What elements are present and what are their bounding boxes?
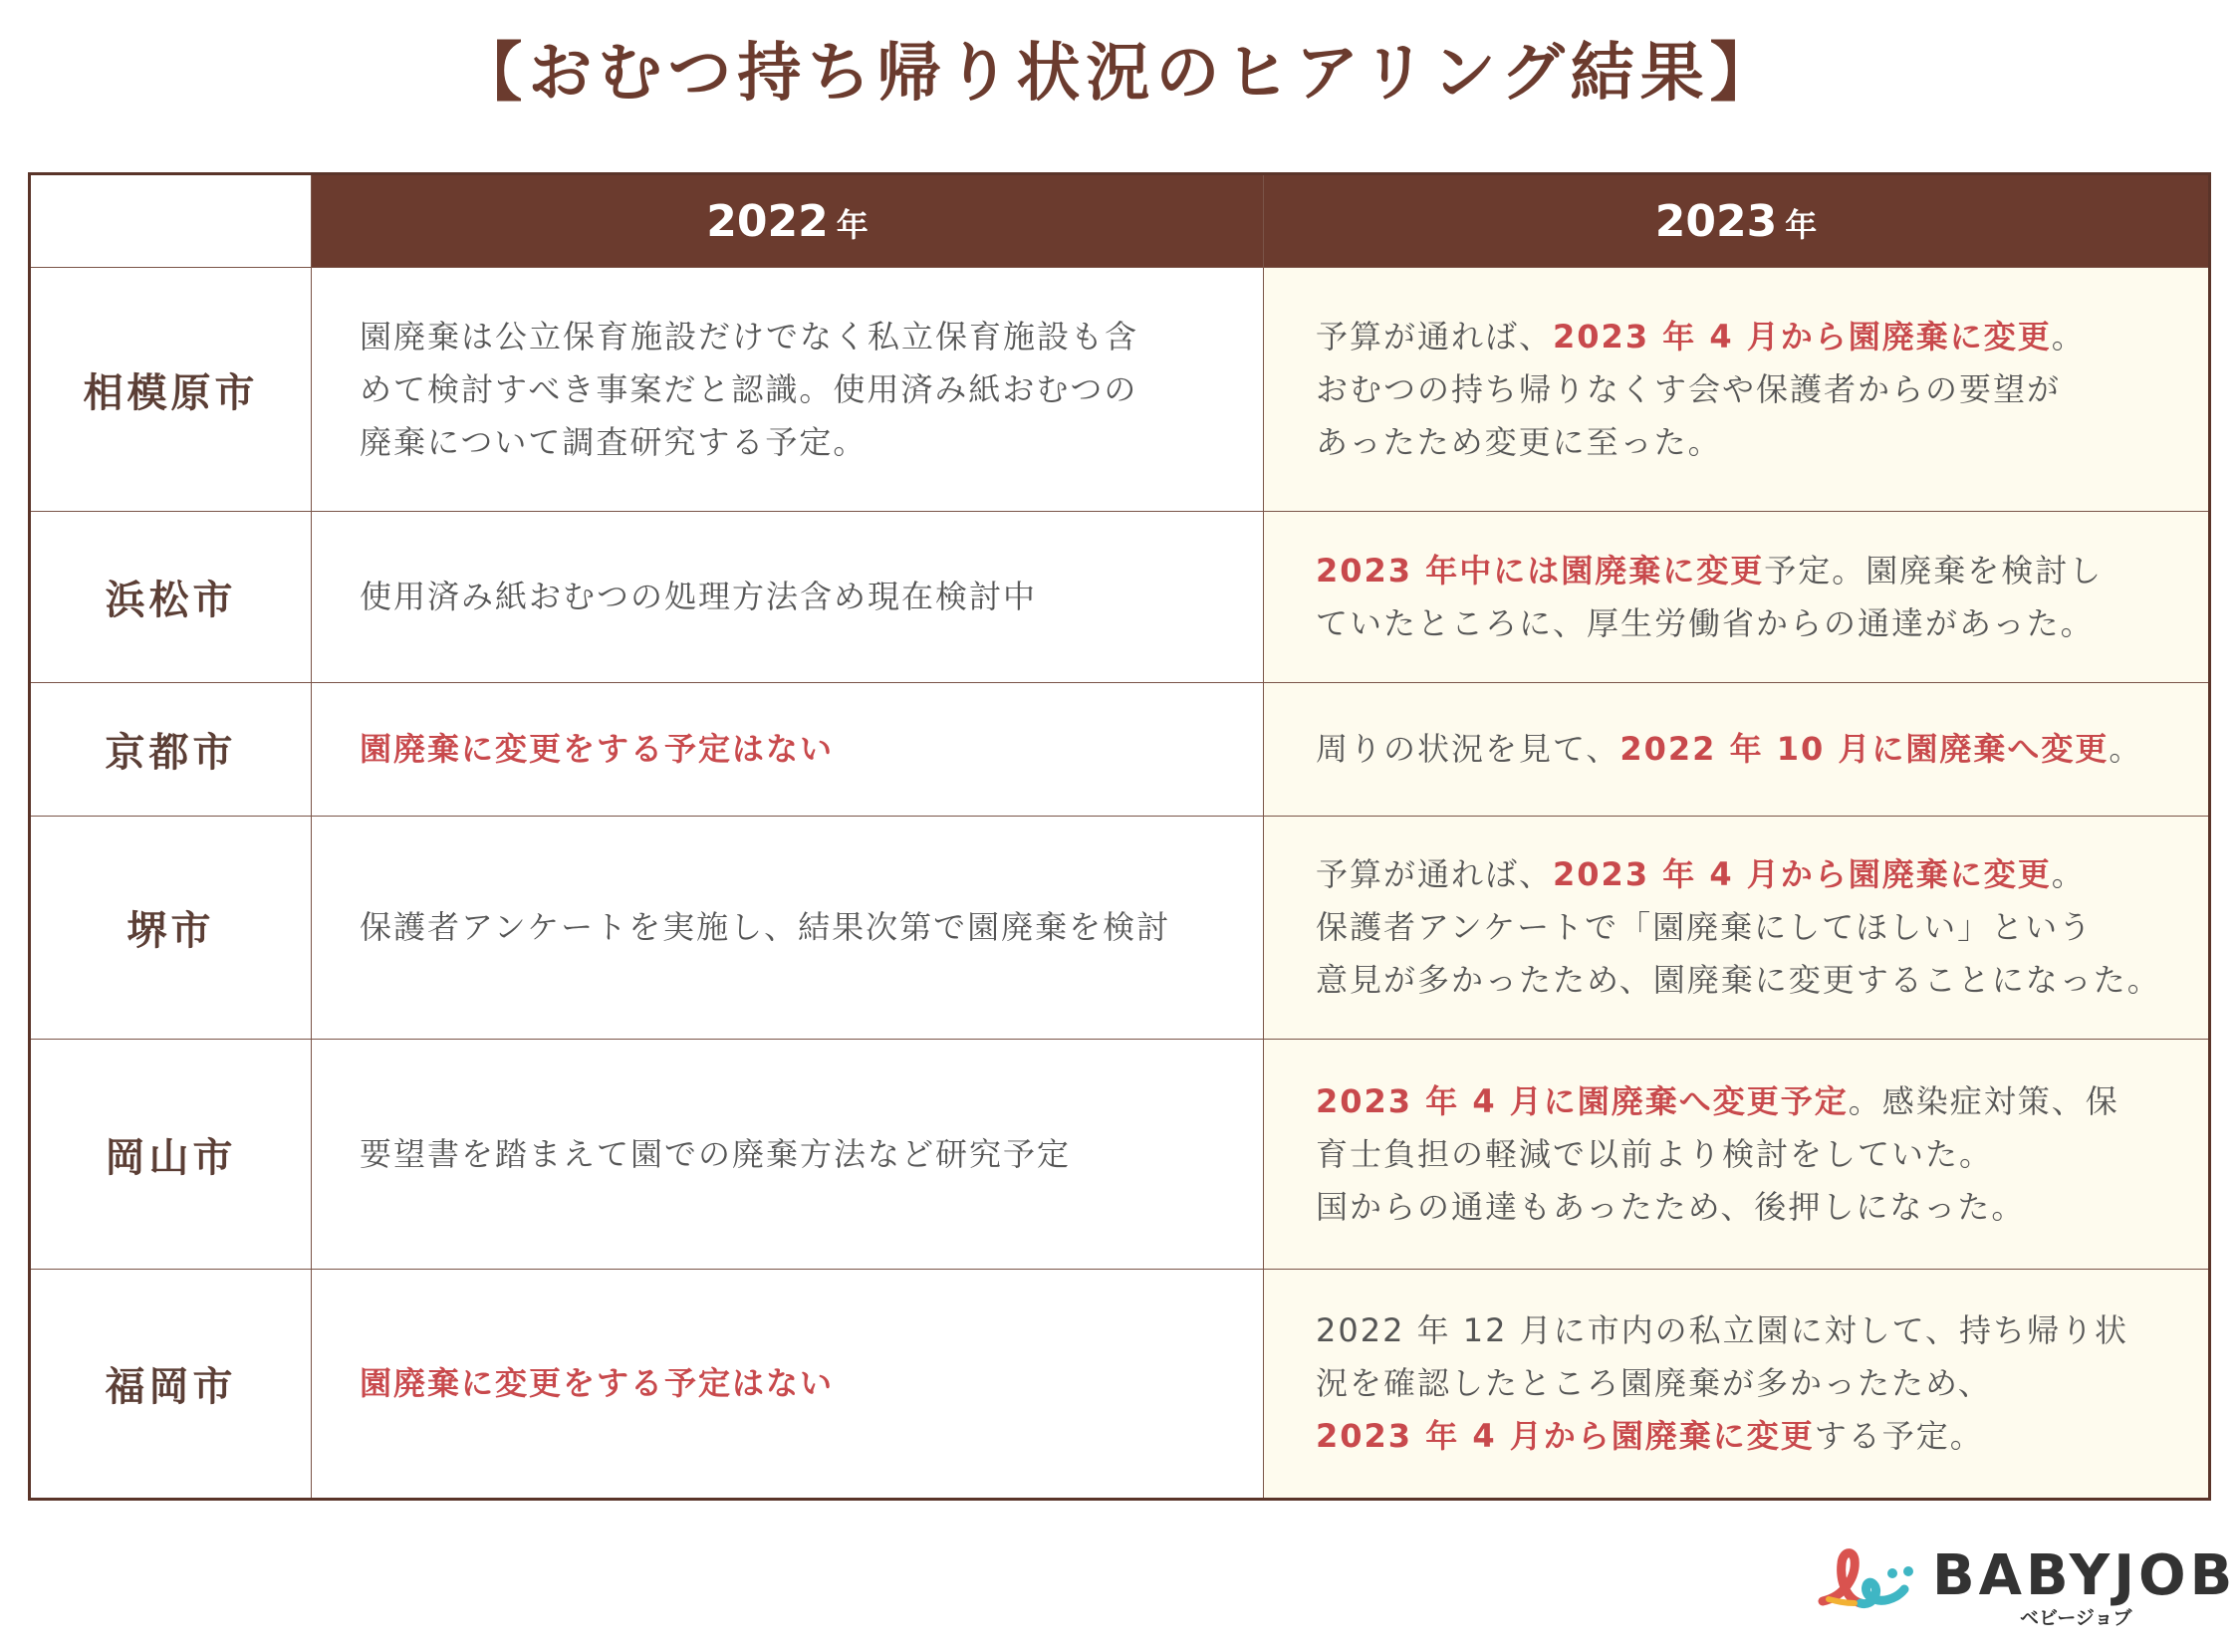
cell-line <box>1316 1075 2188 1128</box>
table-row <box>30 683 2210 817</box>
header-2022 <box>312 174 1264 268</box>
table-row <box>30 268 2210 512</box>
cell-line <box>1316 416 2188 469</box>
cell-line <box>1316 1128 2188 1181</box>
highlight-text: 2023 年 4 月から園廃棄に変更 <box>1553 855 2052 893</box>
header-2022-year: 2022 <box>706 195 829 247</box>
cell-line <box>1316 311 2188 363</box>
highlight-text: 園廃棄に変更をする予定はない <box>360 730 835 768</box>
cell-text: めて検討すべき事案だと認識。使用済み紙おむつの <box>360 369 1138 408</box>
cell-text: 予定。園廃棄を検討し <box>1764 551 2104 590</box>
babyjob-logo <box>1815 1541 2237 1631</box>
header-2023-suffix: 年 <box>1785 205 1818 244</box>
cell-line <box>1316 723 2188 776</box>
cell-text: 保護者アンケートで「園廃棄にしてほしい」という <box>1316 908 2094 946</box>
cell-text: 。 <box>2051 317 2086 355</box>
table-row <box>30 817 2210 1040</box>
cell-2023 <box>1264 683 2210 817</box>
cell-2023 <box>1264 817 2210 1040</box>
cell-text: 要望書を踏まえて園での廃棄方法など研究予定 <box>360 1134 1072 1173</box>
highlight-text: 2023 年 4 月から園廃棄に変更 <box>1553 317 2052 355</box>
cell-line <box>1316 1181 2188 1234</box>
header-2023 <box>1264 174 2210 268</box>
table-row <box>30 512 2210 683</box>
header-2022-suffix: 年 <box>836 205 869 244</box>
table-row <box>30 1040 2210 1270</box>
cell-text: 廃棄について調査研究する予定。 <box>360 422 868 461</box>
table-row <box>30 1270 2210 1500</box>
header-corner-cell <box>30 174 312 268</box>
cell-line <box>1316 597 2188 650</box>
cell-2022 <box>312 817 1264 1040</box>
cell-line <box>1316 363 2188 416</box>
cell-text: 。 <box>2051 855 2086 893</box>
cell-text: 予算が通れば、 <box>1316 855 1554 893</box>
cell-line <box>360 901 1223 954</box>
cell-2022 <box>312 512 1264 683</box>
cell-line <box>360 723 1223 776</box>
cell-text: 予算が通れば、 <box>1316 317 1554 355</box>
page-title: 【おむつ持ち帰り状況のヒアリング結果】 <box>458 37 1780 111</box>
city-name: 福岡市 <box>30 1270 312 1500</box>
highlight-text: 2023 年中には園廃棄に変更 <box>1316 551 1765 590</box>
cell-text: 。感染症対策、保 <box>1848 1081 2119 1120</box>
cell-line <box>1316 901 2188 954</box>
cell-text: 保護者アンケートを実施し、結果次第で園廃棄を検討 <box>360 908 1171 946</box>
city-name: 堺市 <box>30 817 312 1040</box>
cell-text: 園廃棄は公立保育施設だけでなく私立保育施設も含 <box>360 317 1139 355</box>
cell-2022 <box>312 683 1264 817</box>
cell-2023 <box>1264 512 2210 683</box>
cell-line <box>1316 1410 2188 1463</box>
logo-kana: ベビージョブ <box>2020 1607 2132 1629</box>
cell-line <box>360 571 1223 623</box>
babyjob-logo-icon <box>1815 1541 1924 1621</box>
city-name: 浜松市 <box>30 512 312 683</box>
cell-text: あったため変更に至った。 <box>1316 422 1722 461</box>
highlight-text: 2022 年 10 月に園廃棄へ変更 <box>1619 730 2110 768</box>
cell-line <box>360 311 1223 363</box>
city-name: 京都市 <box>30 683 312 817</box>
cell-2023 <box>1264 1040 2210 1270</box>
cell-line <box>1316 1357 2188 1410</box>
table-header-row <box>30 174 2210 268</box>
cell-text: 国からの通達もあったため、後押しになった。 <box>1316 1187 2026 1226</box>
cell-text: する予定。 <box>1814 1417 1984 1455</box>
cell-line <box>1316 1304 2188 1357</box>
cell-2022 <box>312 1040 1264 1270</box>
city-name: 岡山市 <box>30 1040 312 1270</box>
cell-line <box>360 416 1223 469</box>
cell-text: ていたところに、厚生労働省からの通達があった。 <box>1316 603 2095 642</box>
cell-text: 2022 年 12 月に市内の私立園に対して、持ち帰り状 <box>1316 1311 2129 1349</box>
city-name: 相模原市 <box>30 268 312 512</box>
cell-line <box>360 363 1223 416</box>
cell-2022 <box>312 1270 1264 1500</box>
logo-wordmark: BABYJOB <box>1932 1543 2237 1608</box>
cell-text: 況を確認したところ園廃棄が多かったため、 <box>1316 1364 1992 1402</box>
hearing-results-table <box>28 172 2211 1501</box>
cell-2023 <box>1264 268 2210 512</box>
header-2023-year: 2023 <box>1654 195 1778 247</box>
cell-text: 使用済み紙おむつの処理方法含め現在検討中 <box>360 578 1038 615</box>
highlight-text: 2023 年 4 月から園廃棄に変更 <box>1316 1417 1815 1455</box>
cell-line <box>360 1357 1223 1410</box>
cell-2023 <box>1264 1270 2210 1500</box>
highlight-text: 2023 年 4 月に園廃棄へ変更予定 <box>1316 1081 1849 1120</box>
cell-text: 周りの状況を見て、 <box>1316 730 1620 768</box>
cell-text: 育士負担の軽減で以前より検討をしていた。 <box>1316 1134 1994 1173</box>
cell-line <box>360 1128 1223 1181</box>
cell-line <box>1316 545 2188 597</box>
cell-2022 <box>312 268 1264 512</box>
cell-text: 。 <box>2109 730 2143 768</box>
cell-text: 意見が多かったため、園廃棄に変更することになった。 <box>1316 961 2161 999</box>
cell-line <box>1316 954 2188 1007</box>
cell-line <box>1316 848 2188 901</box>
cell-text: おむつの持ち帰りなくす会や保護者からの要望が <box>1316 369 2062 408</box>
highlight-text: 園廃棄に変更をする予定はない <box>360 1364 835 1402</box>
